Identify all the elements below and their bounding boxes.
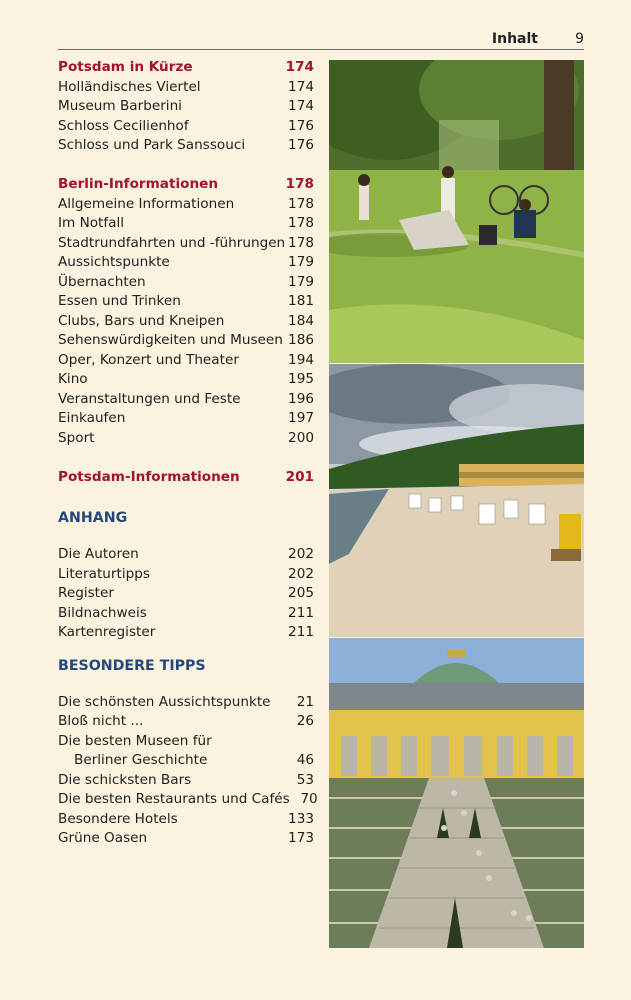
toc-page-number: 178: [288, 195, 314, 212]
toc-page-number: 211: [288, 624, 314, 640]
toc-entry[interactable]: [58, 829, 314, 849]
toc-entry-label: Bildnachweis: [58, 604, 147, 621]
toc-entry-label: Grüne Oasen: [58, 830, 148, 846]
toc-entry-label: Im Notfall: [58, 215, 125, 231]
toc-entry-label: Kino: [58, 371, 88, 387]
toc-entry-label: Die schönsten Aussichtspunkte: [58, 693, 271, 710]
toc-page-number: 178: [288, 215, 314, 231]
toc-entry-label: Veranstaltungen und Feste: [58, 390, 241, 407]
spacer: [58, 448, 314, 468]
toc-entry[interactable]: [58, 234, 314, 254]
toc-page-number: 179: [288, 254, 314, 270]
toc-page-number: 200: [288, 429, 314, 446]
toc-entry-label: Einkaufen: [58, 410, 126, 426]
toc-entry-label: Museum Barberini: [58, 98, 182, 114]
toc-page-number: 70: [300, 791, 318, 807]
toc-entry[interactable]: [58, 292, 314, 312]
toc-page-number: 205: [288, 585, 314, 601]
toc-entry-label: Register: [58, 585, 114, 601]
toc-entry[interactable]: [58, 693, 314, 713]
toc-entry-label: Stadtrundfahrten und -führungen: [58, 234, 286, 251]
toc-page-number: 174: [288, 98, 314, 114]
toc-entry[interactable]: [58, 253, 314, 273]
toc-entry-label: Holländisches Viertel: [58, 78, 201, 95]
toc-entry-label: Sport: [58, 429, 95, 446]
toc-heading-potsdam-informationen[interactable]: [58, 468, 314, 488]
toc-entry[interactable]: [58, 195, 314, 215]
toc-entry[interactable]: [58, 312, 314, 332]
toc-entry[interactable]: [58, 712, 314, 732]
toc-entry[interactable]: [58, 810, 314, 830]
toc-entry[interactable]: [58, 604, 314, 624]
toc-entry-label: Allgemeine Informationen: [58, 195, 235, 212]
toc-page-number: 133: [288, 810, 314, 827]
toc-entry[interactable]: [58, 97, 314, 117]
toc-entry[interactable]: [58, 771, 314, 791]
toc-heading-label: Berlin-Informationen: [58, 176, 219, 192]
toc-page-number: 176: [288, 117, 314, 134]
toc-page-number: 178: [285, 176, 314, 192]
toc-page-number: 178: [288, 234, 314, 251]
toc-entry[interactable]: [58, 751, 314, 771]
toc-entry-label: Die besten Restaurants und Cafés: [58, 791, 290, 807]
spacer: [58, 156, 314, 176]
toc-entry[interactable]: [58, 545, 314, 565]
toc-entry[interactable]: [58, 732, 314, 752]
toc-entry[interactable]: [58, 117, 314, 137]
toc-entry-label: Die besten Museen für: [58, 732, 212, 749]
header-title: Inhalt: [491, 31, 538, 47]
toc-entry[interactable]: [58, 370, 314, 390]
toc-page-number: 194: [288, 351, 314, 368]
toc-page-number: 26: [296, 713, 314, 729]
toc-entry[interactable]: [58, 351, 314, 371]
page-number: 9: [575, 31, 584, 47]
toc-entry-label: Aussichtspunkte: [58, 254, 170, 270]
toc-heading-potsdam[interactable]: [58, 58, 314, 78]
toc-entry[interactable]: [58, 273, 314, 293]
toc-entry-label: Sehenswürdigkeiten und Museen: [58, 332, 283, 348]
toc-entry[interactable]: [58, 623, 314, 643]
table-of-contents: [58, 58, 318, 849]
toc-page-number: 201: [285, 468, 314, 485]
toc-entry-label: Berliner Geschichte: [74, 752, 208, 768]
toc-entry-label: Literaturtipps: [58, 565, 150, 582]
toc-entry-label: Übernachten: [58, 273, 146, 290]
toc-entry-label: Schloss Cecilienhof: [58, 117, 189, 134]
running-header: [58, 30, 584, 50]
toc-page-number: 202: [288, 546, 314, 562]
toc-page-number: 176: [288, 137, 314, 153]
toc-page-number: 21: [296, 693, 314, 710]
toc-entry[interactable]: [58, 78, 314, 98]
toc-page-number: 181: [288, 293, 314, 309]
toc-page-number: 53: [296, 771, 314, 788]
park-lawn-photo: [329, 60, 584, 363]
toc-entry-label: Oper, Konzert und Theater: [58, 351, 239, 368]
toc-entry[interactable]: [58, 390, 314, 410]
toc-entry-label: Kartenregister: [58, 624, 156, 640]
toc-entry-label: Schloss und Park Sanssouci: [58, 137, 246, 153]
toc-page-number: 196: [288, 390, 314, 407]
section-heading-anhang: ANHANG: [58, 510, 128, 526]
toc-entry[interactable]: [58, 584, 314, 604]
toc-heading-berlin-informationen[interactable]: [58, 175, 314, 195]
toc-page-number: 46: [296, 752, 314, 768]
toc-entry-label: Essen und Trinken: [58, 293, 181, 309]
toc-entry[interactable]: [58, 790, 318, 810]
toc-page-number: 173: [288, 830, 314, 846]
toc-entry[interactable]: [58, 136, 314, 156]
toc-entry[interactable]: [58, 429, 314, 449]
toc-entry-label: Besondere Hotels: [58, 810, 178, 827]
toc-page-number: 211: [288, 604, 314, 621]
toc-heading-label: Potsdam in Kürze: [58, 59, 193, 75]
toc-entry-label: Die schicksten Bars: [58, 771, 192, 788]
toc-entry[interactable]: [58, 331, 314, 351]
toc-entry[interactable]: [58, 409, 314, 429]
section-heading-besondere-tipps: BESONDERE TIPPS: [58, 657, 206, 674]
toc-page-number: 197: [288, 410, 314, 426]
toc-page-number: 195: [288, 371, 314, 387]
toc-entry-label: Die Autoren: [58, 546, 139, 562]
toc-entry[interactable]: [58, 214, 314, 234]
toc-entry-label: Clubs, Bars und Kneipen: [58, 312, 225, 329]
toc-entry[interactable]: [58, 565, 314, 585]
toc-page-number: 186: [288, 332, 314, 348]
toc-page-number: 174: [285, 59, 314, 75]
toc-page-number: 179: [288, 273, 314, 290]
toc-page-number: 202: [288, 565, 314, 582]
beach-photo: [329, 364, 584, 637]
toc-page-number: 174: [288, 78, 314, 95]
toc-entry-label: Bloß nicht ...: [58, 713, 144, 729]
toc-page-number: 184: [288, 312, 314, 329]
toc-heading-label: Potsdam-Informationen: [58, 468, 240, 485]
sanssouci-palace-photo: [329, 638, 584, 948]
